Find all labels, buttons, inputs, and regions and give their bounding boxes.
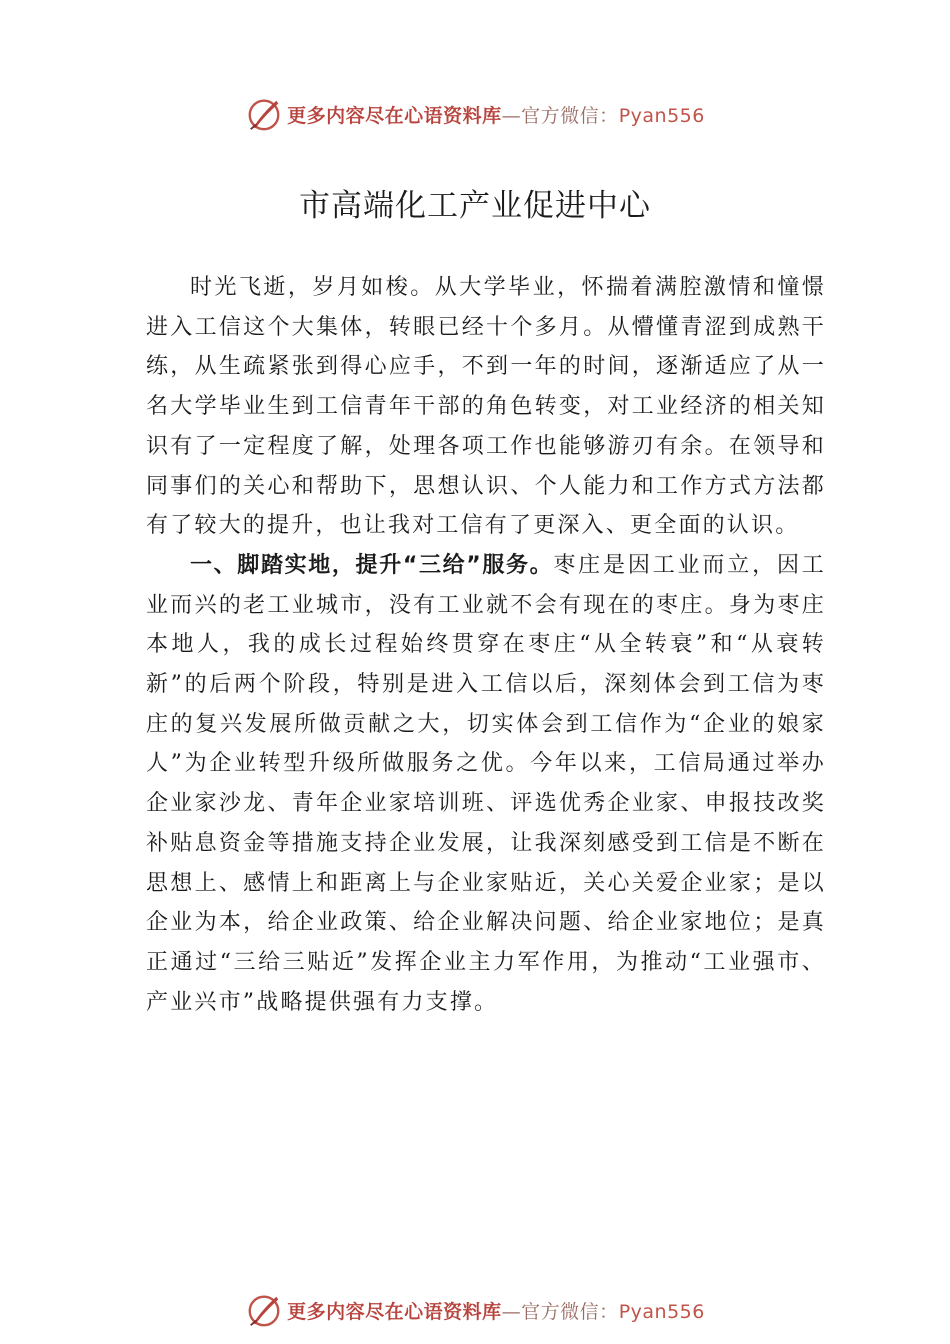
document-body (146, 268, 826, 1022)
watermark-wechat-id: Pyan556 (618, 1300, 705, 1323)
paragraph-section-one (146, 546, 826, 1022)
footer-watermark (0, 1290, 950, 1330)
watermark-wechat-id: Pyan556 (618, 104, 705, 127)
pen-circle-logo-icon (245, 1291, 283, 1329)
pen-circle-logo-icon (245, 95, 283, 133)
paragraph-intro (146, 268, 826, 546)
watermark-text (287, 101, 705, 128)
watermark-text (287, 1297, 705, 1324)
document-title: 市高端化工产业促进中心 (299, 188, 651, 224)
section-heading: 一、脚踏实地，提升“三给”服务。 (190, 552, 554, 578)
watermark-title: 更多内容尽在心语资料库 (287, 1300, 502, 1323)
watermark-wechat-label: —官方微信： (501, 104, 619, 127)
paragraph-text: 枣庄是因工业而立，因工业而兴的老工业城市，没有工业就不会有现在的枣庄。身为枣庄本地人，我的成长过程始终贯穿在枣庄“从全转衰”和“从衰转新”的后两个阶段，特别是进入工信以后，深刻体会到工信为枣庄的复兴发展所做贡献之大，切实体会到工信作为“企业的娘家人”为企业转型升级所做服务之优。今年以来，工信局通过举办企业家沙龙、青年企业家培训班、评选优秀企业家、申报技改奖补贴息资金等措施支持企业发展，让我深刻感受到工信是不断在思想上、感情上和距离上与企业家贴近，关心关爱企业家；是以企业为本，给企业政策、给企业解决问题、给企业家地位；是真正通过“三给三贴近”发挥企业主力军作用，为推动“工业强市、产业兴市”战略提供强有力支撑。 (146, 552, 827, 1015)
paragraph-text: 时光飞逝，岁月如梭。从大学毕业，怀揣着满腔激情和憧憬进入工信这个大集体，转眼已经十个多月。从懵懂青涩到成熟干练，从生疏紧张到得心应手，不到一年的时间，逐渐适应了从一名大学毕业生到工信青年干部的角色转变，对工业经济的相关知识有了一定程度了解，处理各项工作也能够游刃有余。在领导和同事们的关心和帮助下，思想认识、个人能力和工作方式方法都有了较大的提升，也让我对工信有了更深入、更全面的认识。 (146, 275, 826, 539)
header-watermark (0, 94, 950, 134)
watermark-title: 更多内容尽在心语资料库 (287, 104, 502, 127)
watermark-wechat-label: —官方微信： (501, 1300, 619, 1323)
